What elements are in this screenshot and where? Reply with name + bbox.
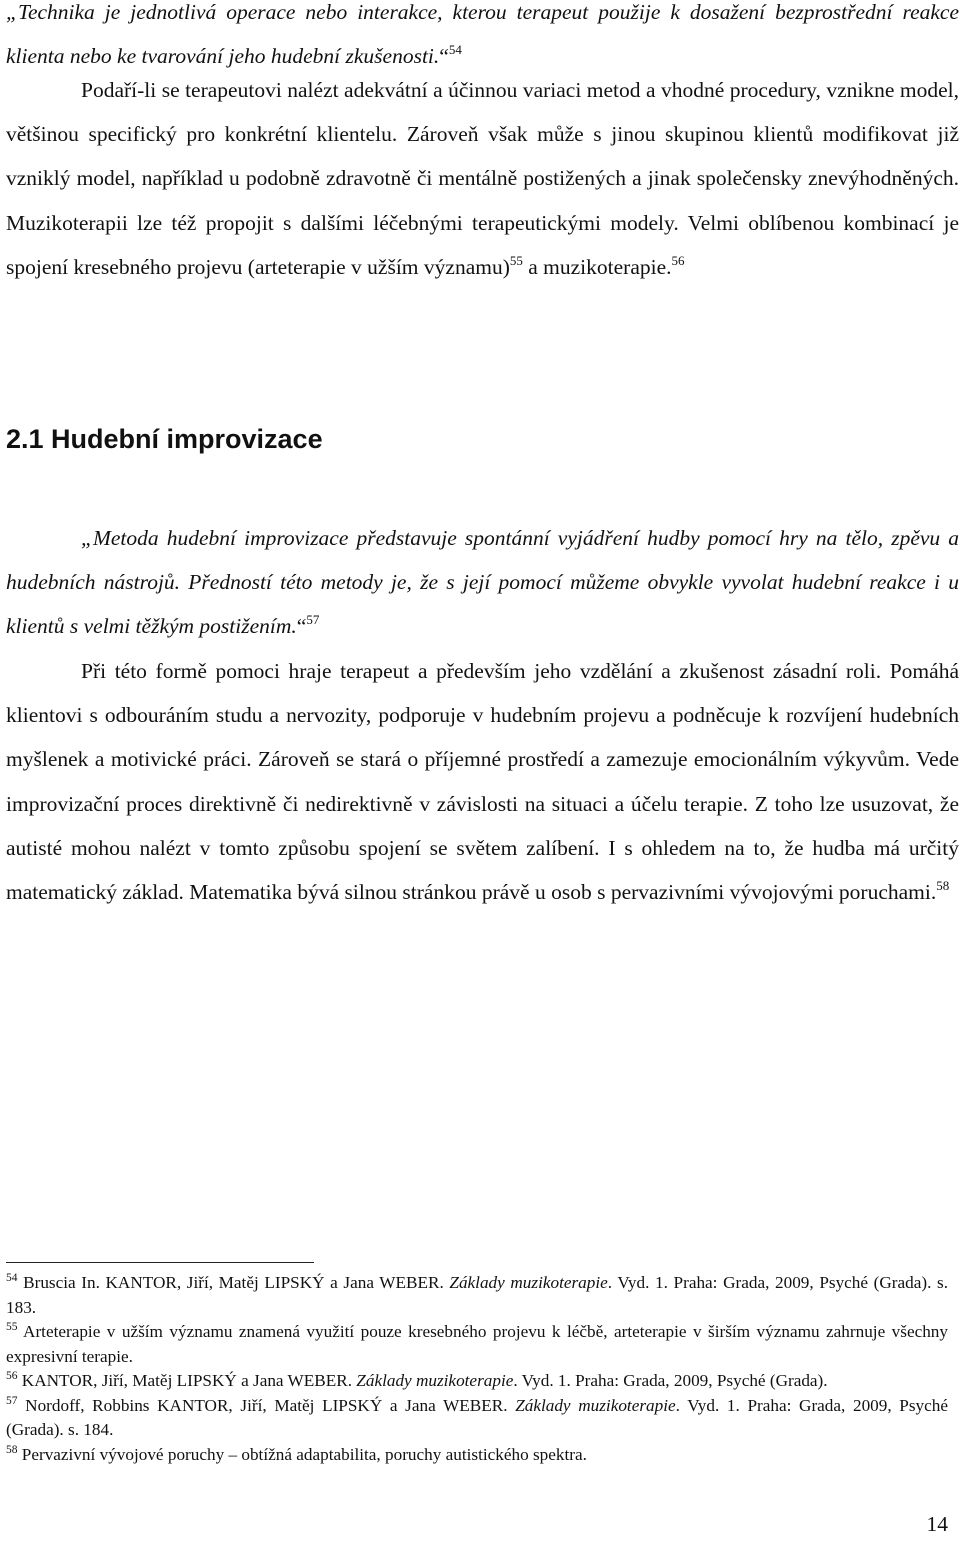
- footnote-text: Nordoff, Robbins KANTOR, Jiří, Matěj LIPSKÝ a Jana WEBER.: [17, 1395, 516, 1415]
- footnote-55: [6, 1320, 948, 1369]
- footnote-text: Pervazivní vývojové poruchy – obtížná adaptabilita, poruchy autistického spektra.: [17, 1444, 587, 1464]
- footnote-number: 55: [6, 1321, 18, 1333]
- footnote-number: 56: [6, 1370, 18, 1382]
- body-paragraph-models: [6, 68, 959, 289]
- footnote-57: [6, 1394, 948, 1443]
- footnote-text: Arteterapie v užším významu znamená využití pouze kresebného projevu k léčbě, arteterapie v širším významu zahrnuje všechny expresivní terapie.: [6, 1322, 948, 1366]
- footnote-54: [6, 1271, 948, 1320]
- paragraph-text-end: a muzikoterapie.: [522, 254, 672, 279]
- footnotes: [6, 1271, 948, 1467]
- footnote-text-end: . Vyd. 1. Praha: Grada, 2009, Psyché (Grada). s. 184.: [6, 1395, 948, 1439]
- footnote-text-end: . Vyd. 1. Praha: Grada, 2009, Psyché (Grada). s. 183.: [6, 1273, 949, 1317]
- footnote-56: [6, 1369, 948, 1394]
- section-heading: 2.1 Hudební improvizace: [6, 424, 323, 454]
- footnote-text: Bruscia In. KANTOR, Jiří, Matěj LIPSKÝ a Jana WEBER.: [17, 1273, 450, 1292]
- footnote-ref-57: 57: [306, 612, 320, 628]
- footnote-ref-54: 54: [448, 42, 462, 58]
- footnote-separator: [6, 1262, 314, 1263]
- body-paragraph-therapist-role: [6, 649, 959, 914]
- footnote-ref-58: 58: [936, 878, 950, 894]
- footnote-title: Základy muzikoterapie: [356, 1371, 514, 1390]
- paragraph-text: Podaří-li se terapeutovi nalézt adekvátní a účinnou variaci metod a vhodné procedury, vznikne model, většinou specifický pro konkrétní klientelu. Zároveň však může s jinou skupinou klientů modifikovat již vzniklý model, například u podobně zdravotně či mentálně postižených a jinak společensky znevýhodněných. Muzikoterapii lze též propojit s dalšími léčebnými terapeutickými modely. Velmi oblíbenou kombinací je spojení kresebného projevu (arteterapie v užším významu): [6, 78, 959, 279]
- quote-open-mark: „: [81, 526, 93, 550]
- footnote-ref-55: 55: [509, 252, 523, 268]
- quote-text: Technika je jednotlivá operace nebo interakce, kterou terapeut použije k dosažení bezprostřední reakce klienta nebo ke tvarování jeho hudební zkušenosti.: [6, 0, 959, 69]
- footnote-ref-56: 56: [671, 252, 685, 268]
- quote-open-mark: „: [6, 0, 18, 24]
- footnote-text-end: . Vyd. 1. Praha: Grada, 2009, Psyché (Grada).: [513, 1371, 828, 1390]
- quote-text: Metoda hudební improvizace představuje spontánní vyjádření hudby pomocí hry na tělo, zpěvu a hudebních nástrojů. Předností této metody je, že s její pomocí můžeme obvykle vyvolat hudební reakce i u klientů s velmi těžkým postižením.: [6, 526, 959, 639]
- quote-paragraph-improvisation: [6, 516, 959, 649]
- footnote-number: 57: [6, 1394, 18, 1407]
- quote-close-mark: “: [296, 614, 307, 639]
- footnote-number: 54: [6, 1272, 18, 1284]
- footnote-text: KANTOR, Jiří, Matěj LIPSKÝ a Jana WEBER.: [17, 1371, 357, 1390]
- quote-close-mark: “: [439, 44, 449, 69]
- footnote-title: Základy muzikoterapie: [449, 1273, 608, 1292]
- paragraph-text: Při této formě pomoci hraje terapeut a především jeho vzdělání a zkušenost zásadní roli. Pomáhá klientovi s odbouráním studu a nervozity, podporuje v hudebním projevu a podněcuje k rozvíjení hudebních myšlenek a motivické práci. Zároveň se stará o příjemné prostředí a zamezuje emocionálním výkyvům. Vede improvizační proces direktivně či nedirektivně v závislosti na situaci a účelu terapie. Z toho lze usuzovat, že autisté mohou nalézt v tomto způsobu spojení se světem zalíbení. I s ohledem na to, že hudba má určitý matematický základ. Matematika bývá silnou stránkou právě u osob s pervazivními vývojovými poruchami.: [6, 659, 959, 905]
- footnote-title: Základy muzikoterapie: [515, 1395, 676, 1415]
- page-number: 14: [926, 1512, 948, 1536]
- footnote-number: 58: [6, 1443, 18, 1456]
- footnote-58: [6, 1443, 948, 1468]
- quote-paragraph-technique: [6, 0, 959, 78]
